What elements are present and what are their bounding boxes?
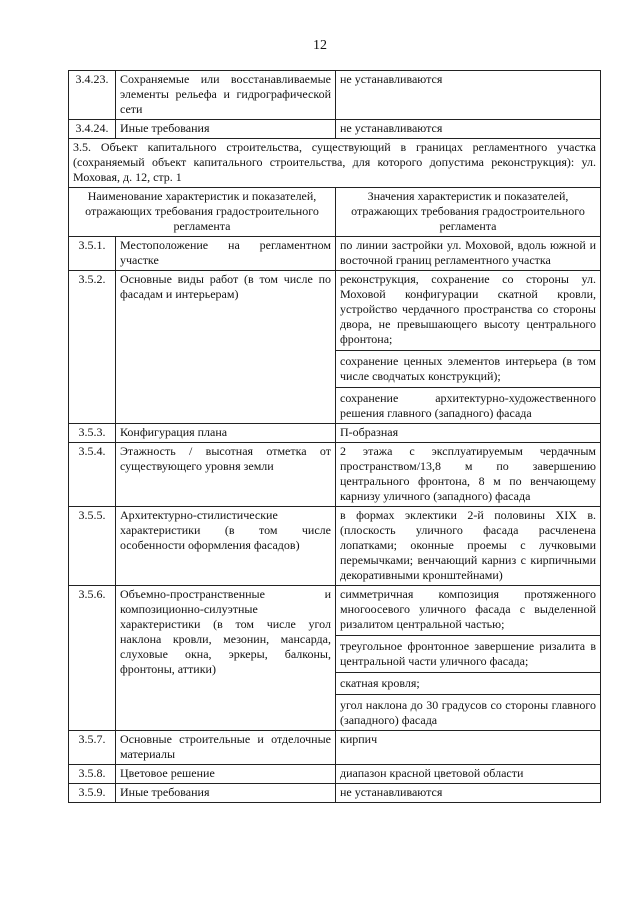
value-paragraph: симметричная композиция протяженного многоосевого уличного фасада с выделенной ризалитом центральной частью; xyxy=(340,587,596,631)
characteristic-name: Основные строительные и отделочные материалы xyxy=(116,731,336,765)
header-value: Значения характеристик и показателей, отражающих требования градостроительного регламента xyxy=(336,188,601,237)
table-row xyxy=(69,71,601,120)
characteristic-value xyxy=(336,443,601,507)
value-paragraph: скатная кровля; xyxy=(336,672,600,691)
characteristic-name: Цветовое решение xyxy=(116,765,336,784)
characteristic-value: не устанавливаются xyxy=(336,71,601,120)
characteristic-name: Сохраняемые или восстанавливаемые элементы рельефа и гидрографической сети xyxy=(116,71,336,120)
characteristic-name: Конфигурация плана xyxy=(116,424,336,443)
characteristics-rows xyxy=(69,237,601,803)
table-row xyxy=(69,507,601,586)
value-paragraph: угол наклона до 30 градусов со стороны главного (западного) фасада xyxy=(336,694,600,728)
row-number: 3.4.23. xyxy=(69,71,116,120)
characteristic-name: Местоположение на регламентном участке xyxy=(116,237,336,271)
row-number: 3.5.3. xyxy=(69,424,116,443)
characteristic-value xyxy=(336,424,601,443)
value-paragraph: треугольное фронтонное завершение ризалита в центральной части уличного фасада; xyxy=(336,635,600,669)
row-number: 3.5.7. xyxy=(69,731,116,765)
page-number: 12 xyxy=(313,38,327,53)
characteristic-value xyxy=(336,784,601,803)
value-paragraph: кирпич xyxy=(340,732,378,746)
value-paragraph: 2 этажа с эксплуатируемым чердачным пространством/13,8 м по завершению центрального фронтона, 8 м по венчающему карнизу уличного (западного) фасада xyxy=(340,444,596,503)
table-row xyxy=(69,765,601,784)
characteristic-name: Иные требования xyxy=(116,120,336,139)
row-number: 3.5.9. xyxy=(69,784,116,803)
header-name: Наименование характеристик и показателей, отражающих требования градостроительного регламента xyxy=(69,188,336,237)
table-row xyxy=(69,731,601,765)
value-paragraph: не устанавливаются xyxy=(340,785,443,799)
characteristic-name: Архитектурно-стилистические характеристики (в том числе особенности оформления фасадов) xyxy=(116,507,336,586)
row-number: 3.5.5. xyxy=(69,507,116,586)
value-paragraph: диапазон красной цветовой области xyxy=(340,766,524,780)
top-rows xyxy=(69,71,601,139)
characteristic-value xyxy=(336,765,601,784)
table-row xyxy=(69,586,601,731)
section-title-row xyxy=(69,139,601,188)
value-paragraph: в формах эклектики 2-й половины XIX в. (плоскость уличного фасада расчленена лопатками; оконные проемы с лучковыми перемычками; венчающий карниз с кирпичными декоративными кронштейнами) xyxy=(340,508,596,582)
row-number: 3.5.1. xyxy=(69,237,116,271)
row-number: 3.5.4. xyxy=(69,443,116,507)
row-number: 3.5.2. xyxy=(69,271,116,424)
characteristic-value xyxy=(336,586,601,731)
characteristic-name: Этажность / высотная отметка от существующего уровня земли xyxy=(116,443,336,507)
value-paragraph: сохранение ценных элементов интерьера (в том числе сводчатых конструкций); xyxy=(336,350,600,384)
section-header xyxy=(69,139,601,237)
table-row xyxy=(69,443,601,507)
table-row xyxy=(69,424,601,443)
table-row xyxy=(69,237,601,271)
characteristic-value xyxy=(336,237,601,271)
characteristic-value xyxy=(336,271,601,424)
value-paragraph: по линии застройки ул. Моховой, вдоль южной и восточной границ регламентного участка xyxy=(340,238,596,267)
value-paragraph: реконструкция, сохранение со стороны ул. Моховой конфигурации скатной кровли, устройство чердачного пространства со стороны двора, не превышающего высоту центрального фронтона; xyxy=(340,272,596,346)
table-row xyxy=(69,271,601,424)
characteristic-value xyxy=(336,731,601,765)
row-number: 3.5.8. xyxy=(69,765,116,784)
characteristic-name: Иные требования xyxy=(116,784,336,803)
table-row xyxy=(69,120,601,139)
characteristic-name: Объемно-пространственные и композиционно-силуэтные характеристики (в том числе угол наклона кровли, мезонин, мансарда, слуховые окна, эркеры, балконы, фронтоны, аттики) xyxy=(116,586,336,731)
row-number: 3.5.6. xyxy=(69,586,116,731)
table-row xyxy=(69,784,601,803)
value-paragraph: сохранение архитектурно-художественного решения главного (западного) фасада xyxy=(336,387,600,421)
characteristic-value xyxy=(336,507,601,586)
characteristic-name: Основные виды работ (в том числе по фасадам и интерьерам) xyxy=(116,271,336,424)
characteristic-value: не устанавливаются xyxy=(336,120,601,139)
value-paragraph: П-образная xyxy=(340,425,399,439)
section-title: 3.5. Объект капитального строительства, существующий в границах регламентного участка (сохраняемый объект капитального строительства, для которого допустима реконструкция): ул. Моховая, д. 12, стр. 1 xyxy=(69,139,601,188)
column-header-row xyxy=(69,188,601,237)
regulation-table xyxy=(68,70,601,803)
row-number: 3.4.24. xyxy=(69,120,116,139)
